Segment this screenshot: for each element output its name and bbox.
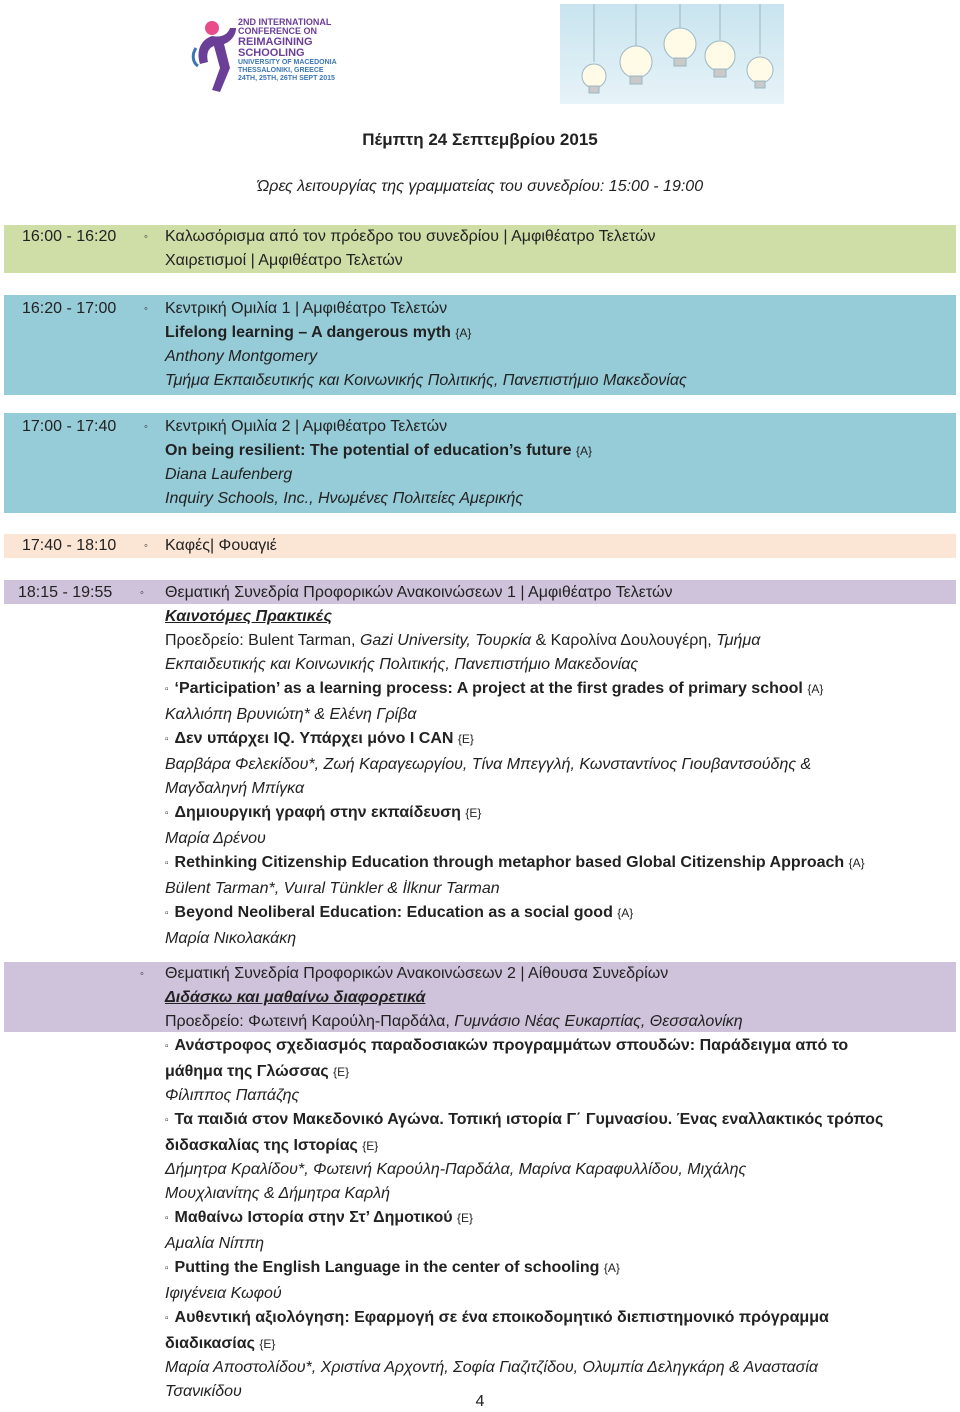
time-slot: 18:15 - 19:55 [18, 584, 113, 601]
circle-bullet-icon: ◦ [140, 968, 144, 980]
language-tag: {E} [465, 806, 482, 820]
language-tag: {A} [807, 682, 824, 696]
paper-title: Ανάστροφος σχεδιασμός παραδοσιακών προγραμμάτων σπουδών: Παράδειγμα από το [174, 1037, 849, 1054]
event-title: Καφές| Φουαγιέ [165, 537, 277, 554]
paper-authors: Μαρία Δρένου [165, 830, 266, 847]
person-logo-icon [190, 18, 240, 98]
paper-authors: Τσανικίδου [165, 1383, 242, 1400]
language-tag: {E} [457, 732, 474, 746]
square-bullet-icon: ▫ [165, 684, 169, 695]
paper-title: ‘Participation’ as a learning process: A project at the first grades of primary school [174, 680, 803, 697]
affiliation: Τμήμα Εκπαιδευτικής και Κοινωνικής Πολιτικής, Πανεπιστήμιο Μακεδονίας [165, 372, 687, 389]
paper-authors: Bülent Tarman*, Vuıral Tünkler & İlknur Tarman [165, 880, 500, 897]
session-chair: Προεδρείο: Bulent Tarman, Gazi University, Τουρκία & Καρολίνα Δουλουγέρη, Τμήμα [165, 632, 761, 649]
session-theme: Καινοτόμες Πρακτικές [165, 608, 332, 625]
talk-title: On being resilient: The potential of education’s future [165, 442, 572, 459]
square-bullet-icon: ▫ [165, 1115, 169, 1126]
affiliation: Inquiry Schools, Inc. [165, 490, 310, 507]
welcome-block [4, 225, 956, 273]
language-tag: {A} [848, 856, 865, 870]
language-tag: {E} [456, 1211, 474, 1225]
paper-authors: Καλλιόπη Βρυνιώτη* & Ελένη Γρίβα [165, 706, 417, 723]
paper-title: μάθημα της Γλώσσας [165, 1063, 329, 1080]
language-tag: {E} [333, 1065, 350, 1079]
paper-title: Rethinking Citizenship Education through metaphor based Global Citizenship Approach [174, 854, 845, 871]
paper-authors: Ιφιγένεια Κωφού [165, 1285, 282, 1302]
date-title: Πέμπτη 24 Σεπτεμβρίου 2015 [362, 130, 598, 149]
paper-authors: Αμαλία Νίππη [165, 1235, 264, 1252]
office-hours: Ώρες λειτουργίας της γραμματείας του συνεδρίου: 15:00 - 19:00 [256, 178, 704, 195]
talk-title: Lifelong learning – A dangerous myth [165, 324, 451, 341]
speaker: Anthony Montgomery [165, 348, 318, 365]
square-bullet-icon: ▫ [165, 1041, 169, 1052]
square-bullet-icon: ▫ [165, 808, 169, 819]
affiliation-country: , Ηνωμένες Πολιτείες Αμερικής [309, 490, 524, 507]
event-title: Καλωσόρισμα από τον πρόεδρο του συνεδρίου | Αμφιθέατρο Τελετών [165, 228, 656, 245]
paper-authors: Μουχλιανίτης & Δήμητρα Καρλή [165, 1185, 390, 1202]
session-title: Θεματική Συνεδρία Προφορικών Ανακοινώσεων 1 | Αμφιθέατρο Τελετών [165, 584, 673, 601]
circle-bullet-icon: ◦ [144, 303, 148, 315]
paper-authors: Φίλιππος Παπάζης [165, 1087, 300, 1104]
paper-title: Beyond Neoliberal Education: Education as a social good [174, 904, 613, 921]
circle-bullet-icon: ◦ [140, 587, 144, 599]
session-chair-affiliation: Εκπαιδευτικής και Κοινωνικής Πολιτικής, Πανεπιστήμιο Μακεδονίας [165, 656, 639, 673]
lightbulbs-banner [560, 4, 784, 104]
circle-bullet-icon: ◦ [144, 540, 148, 552]
keynote2-block [4, 413, 956, 513]
language-tag: {E} [362, 1139, 379, 1153]
event-title: Κεντρική Ομιλία 2 | Αμφιθέατρο Τελετών [165, 418, 448, 435]
paper-title: Τα παιδιά στον Μακεδονικό Αγώνα. Τοπική ιστορία Γ΄ Γυμνασίου. Ένας εναλλακτικός τρόπος [174, 1111, 884, 1128]
paper-authors: Μαγδαληνή Μπίγκα [165, 780, 305, 797]
paper-title: Putting the English Language in the center of schooling [174, 1259, 600, 1276]
event-title: Κεντρική Ομιλία 1 | Αμφιθέατρο Τελετών [165, 300, 448, 317]
page-number: 4 [475, 1393, 485, 1410]
keynote1-block [4, 295, 956, 395]
coffee-block [4, 534, 956, 558]
language-tag: {A} [455, 326, 472, 340]
paper-title: Μαθαίνω Ιστορία στην Στ’ Δημοτικού [174, 1209, 453, 1226]
header [0, 0, 960, 110]
time-slot: 16:20 - 17:00 [22, 300, 117, 317]
time-slot: 16:00 - 16:20 [22, 228, 117, 245]
paper-authors: Δήμητρα Κραλίδου*, Φωτεινή Καρούλη-Παρδάλα, Μαρίνα Καραφυλλίδου, Μιχάλης [165, 1161, 747, 1178]
paper-title: διδασκαλίας της Ιστορίας [165, 1137, 358, 1154]
square-bullet-icon: ▫ [165, 1213, 169, 1224]
session-chair: Προεδρείο: Φωτεινή Καρούλη-Παρδάλα, Γυμνάσιο Νέας Ευκαρπίας, Θεσσαλονίκη [165, 1013, 743, 1030]
event-title: Χαιρετισμοί | Αμφιθέατρο Τελετών [165, 252, 403, 269]
language-tag: {E} [259, 1337, 276, 1351]
square-bullet-icon: ▫ [165, 858, 169, 869]
paper-authors: Βαρβάρα Φελεκίδου*, Ζωή Καραγεωργίου, Τίνα Μπεγγλή, Κωνσταντίνος Γιουβαντσούδης & [165, 756, 812, 773]
square-bullet-icon: ▫ [165, 1263, 169, 1274]
session2-content [165, 962, 945, 1404]
conference-logo [190, 10, 340, 100]
paper-title: Δημιουργική γραφή στην εκπαίδευση [174, 804, 461, 821]
square-bullet-icon: ▫ [165, 1313, 169, 1324]
language-tag: {A} [603, 1261, 620, 1275]
circle-bullet-icon: ◦ [144, 421, 148, 433]
circle-bullet-icon: ◦ [144, 231, 148, 243]
time-slot: 17:40 - 18:10 [22, 537, 117, 554]
speaker: Diana Laufenberg [165, 466, 293, 483]
lightbulbs-icon [560, 4, 784, 104]
square-bullet-icon: ▫ [165, 734, 169, 745]
paper-authors: Μαρία Νικολακάκη [165, 930, 297, 947]
square-bullet-icon: ▫ [165, 908, 169, 919]
session1-content [165, 581, 945, 951]
session-title: Θεματική Συνεδρία Προφορικών Ανακοινώσεων 2 | Αίθουσα Συνεδρίων [165, 965, 669, 982]
conference-title: 2ND INTERNATIONAL CONFERENCE ON REIMAGINING SCHOOLING UNIVERSITY OF MACEDONIA THESSALONIKI, GREECE 24TH, 25TH, 26TH SEPT 2015 [238, 17, 337, 82]
paper-title: Αυθεντική αξιολόγηση: Εφαρμογή σε ένα εποικοδομητικό διεπιστημονικό πρόγραμμα [174, 1309, 829, 1326]
paper-authors: Μαρία Αποστολίδου*, Χριστίνα Αρχοντή, Σοφία Γιαζιτζίδου, Ολυμπία Δεληγκάρη & Αναστασία [165, 1359, 818, 1376]
language-tag: {A} [617, 906, 634, 920]
paper-title: Δεν υπάρχει IQ. Υπάρχει μόνο I CAN [174, 730, 454, 747]
paper-title: διαδικασίας [165, 1335, 255, 1352]
session-theme: Διδάσκω και μαθαίνω διαφορετικά [165, 989, 426, 1006]
language-tag: {A} [576, 444, 593, 458]
time-slot: 17:00 - 17:40 [22, 418, 117, 435]
